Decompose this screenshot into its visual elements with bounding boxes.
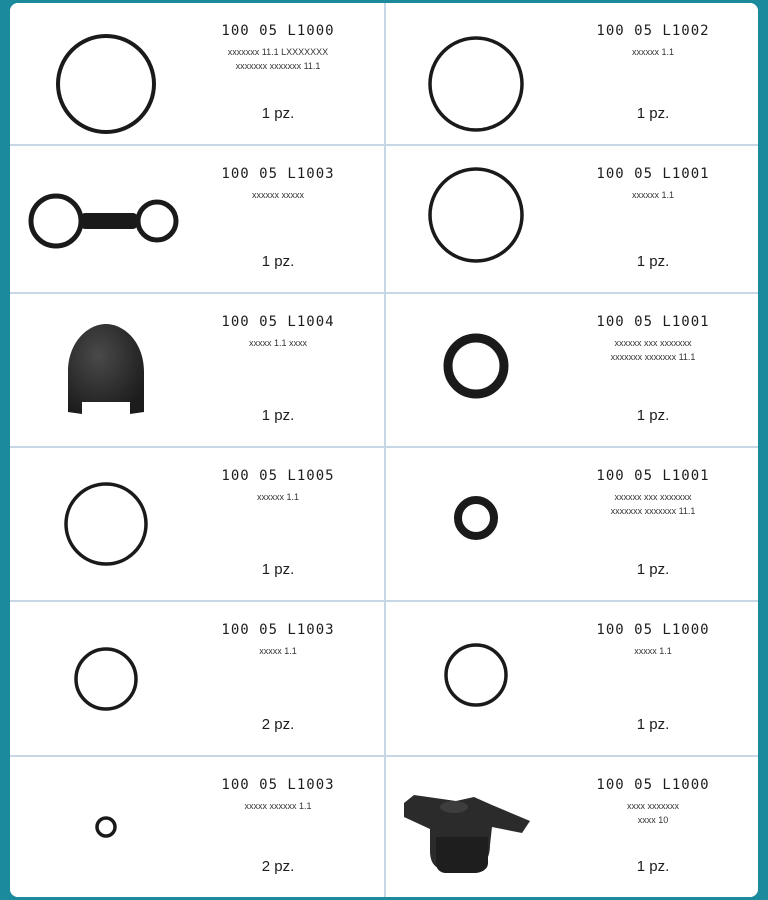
part-code: 100 05 L1001 [596, 166, 710, 182]
part-quantity: 1 pz. [261, 105, 295, 122]
part-info [180, 166, 376, 278]
part-description-line: xxxxxx 1.1 [631, 47, 674, 57]
part-info [556, 314, 750, 432]
thick-o-ring-icon [396, 310, 556, 430]
part-quantity: 1 pz. [636, 561, 670, 578]
part-info [180, 314, 376, 432]
part-description-line: xxxxxxx xxxxxxx 11.1 [610, 352, 696, 362]
part-description [180, 336, 376, 350]
part-quantity: 1 pz. [261, 253, 295, 270]
double-ring-gasket-icon [26, 159, 186, 279]
part-info [556, 622, 750, 741]
medium-o-ring-icon [26, 464, 186, 584]
small-o-ring-icon [26, 619, 186, 739]
part-card[interactable] [386, 294, 758, 448]
part-description-line: xxxxx 1.1 xxxx [248, 338, 307, 348]
part-info [556, 23, 750, 130]
part-code: 100 05 L1000 [596, 622, 710, 638]
part-quantity: 2 pz. [261, 716, 295, 733]
part-description [180, 490, 376, 504]
rubber-dome-cap-icon [26, 310, 186, 430]
part-quantity: 1 pz. [636, 407, 670, 424]
part-quantity: 2 pz. [261, 858, 295, 875]
part-description [180, 45, 376, 73]
part-code: 100 05 L1004 [221, 314, 335, 330]
part-card[interactable] [10, 448, 386, 602]
part-code: 100 05 L1003 [221, 166, 335, 182]
part-description [556, 45, 750, 59]
part-description-line: xxxxx xxxxxx 1.1 [244, 801, 312, 811]
part-code: 100 05 L1001 [596, 468, 710, 484]
part-card[interactable] [386, 448, 758, 602]
part-card[interactable] [386, 146, 758, 294]
parts-catalog-panel [10, 3, 758, 897]
part-description-line: xxxx 10 [637, 815, 669, 825]
part-info [180, 23, 376, 130]
part-quantity: 1 pz. [636, 716, 670, 733]
part-quantity: 1 pz. [636, 858, 670, 875]
small-thick-o-ring-icon [396, 464, 556, 584]
large-o-ring-icon [396, 14, 556, 134]
part-description [180, 799, 376, 813]
tiny-o-ring-icon [26, 767, 186, 887]
part-description-line: xxxxxxx xxxxxxx 11.1 [610, 506, 696, 516]
part-description [556, 336, 750, 364]
part-description [556, 644, 750, 658]
part-description-line: xxxxxxx 11.1 LXXXXXXX [227, 47, 329, 57]
part-card[interactable] [386, 757, 758, 897]
parts-grid [10, 3, 758, 897]
part-quantity: 1 pz. [636, 105, 670, 122]
part-card[interactable] [10, 757, 386, 897]
part-description-line: xxxxxx xxx xxxxxxx [614, 338, 692, 348]
part-code: 100 05 L1000 [596, 777, 710, 793]
part-description [180, 188, 376, 202]
part-description-line: xxxxxx xxx xxxxxxx [614, 492, 692, 502]
part-quantity: 1 pz. [261, 561, 295, 578]
part-code: 100 05 L1000 [221, 23, 335, 39]
part-card[interactable] [10, 3, 386, 146]
large-o-ring-icon [26, 14, 186, 134]
part-description [556, 799, 750, 827]
part-description-line: xxxxx 1.1 [634, 646, 672, 656]
part-description [180, 644, 376, 658]
part-description-line: xxxxxxx xxxxxxx 11.1 [235, 61, 321, 71]
part-info [180, 777, 376, 883]
part-card[interactable] [386, 3, 758, 146]
small-o-ring-icon [396, 619, 556, 739]
part-info [556, 468, 750, 586]
part-quantity: 1 pz. [636, 253, 670, 270]
part-description-line: xxxxxx xxxxx [251, 190, 304, 200]
valve-handle-icon [396, 767, 556, 887]
large-o-ring-icon [396, 159, 556, 279]
part-description-line: xxxxx 1.1 [259, 646, 297, 656]
part-code: 100 05 L1003 [221, 777, 335, 793]
part-description [556, 490, 750, 518]
part-code: 100 05 L1003 [221, 622, 335, 638]
part-code: 100 05 L1002 [596, 23, 710, 39]
part-description-line: xxxx xxxxxxx [626, 801, 679, 811]
part-code: 100 05 L1001 [596, 314, 710, 330]
part-card[interactable] [10, 294, 386, 448]
part-quantity: 1 pz. [261, 407, 295, 424]
part-card[interactable] [10, 146, 386, 294]
part-info [180, 468, 376, 586]
part-info [556, 166, 750, 278]
part-card[interactable] [10, 602, 386, 757]
part-info [180, 622, 376, 741]
part-description-line: xxxxxx 1.1 [631, 190, 674, 200]
part-code: 100 05 L1005 [221, 468, 335, 484]
part-card[interactable] [386, 602, 758, 757]
part-description [556, 188, 750, 202]
part-info [556, 777, 750, 883]
part-description-line: xxxxxx 1.1 [256, 492, 299, 502]
